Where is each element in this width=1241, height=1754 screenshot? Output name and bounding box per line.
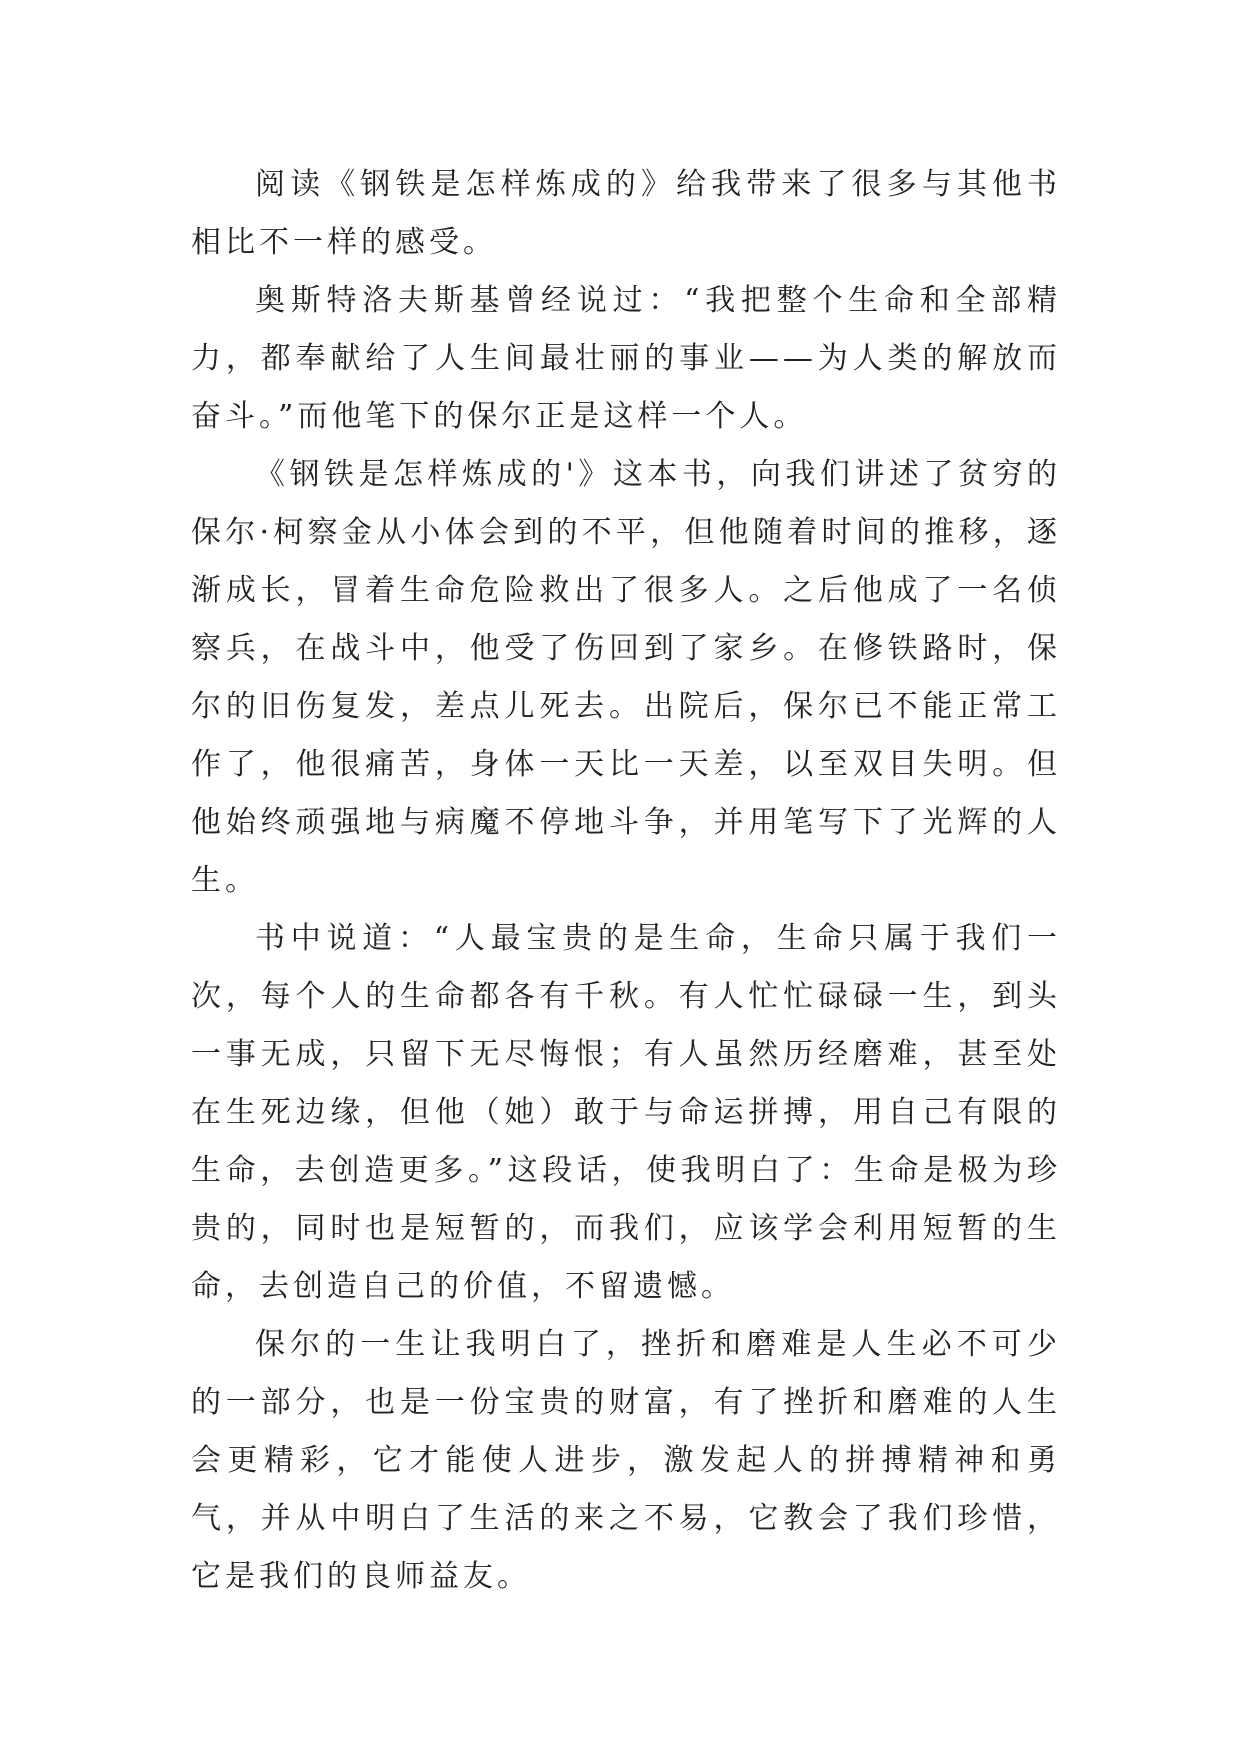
paragraph-intro: 阅读《钢铁是怎样炼成的》给我带来了很多与其他书相比不一样的感受。 [191,167,1061,260]
paragraph-book-quote: 书中说道：“人最宝贵的是生命，生命只属于我们一次，每个人的生命都各有千秋。有人忙忙碌碌一生，到头一事无成，只留下无尽悔恨；有人虽然历经磨难，甚至处在生死边缘，但他（她）敢于与命运拼搏，用自己有限的生命，去创造更多。”这段话，使我明白了：生命是极为珍贵的，同时也是短暂的，而我们，应该学会利用短暂的生命，去创造自己的价值，不留遗憾。 [191,921,1061,1304]
paragraph-conclusion: 保尔的一生让我明白了，挫折和磨难是人生必不可少的一部分，也是一份宝贵的财富，有了挫折和磨难的人生会更精彩，它才能使人进步，激发起人的拼搏精神和勇气，并从中明白了生活的来之不易，它教会了我们珍惜，它是我们的良师益友。 [191,1327,1061,1594]
paragraph-story-summary: 《钢铁是怎样炼成的'》这本书，向我们讲述了贫穷的保尔·柯察金从小体会到的不平，但他随着时间的推移，逐渐成长，冒着生命危险救出了很多人。之后他成了一名侦察兵，在战斗中，他受了伤回到了家乡。在修铁路时，保尔的旧伤复发，差点儿死去。出院后，保尔已不能正常工作了，他很痛苦，身体一天比一天差，以至双目失明。但他始终顽强地与病魔不停地斗争，并用笔写下了光辉的人生。 [191,457,1061,898]
paragraph-quote-ostrovsky: 奥斯特洛夫斯基曾经说过：“我把整个生命和全部精力，都奉献给了人生间最壮丽的事业——为人类的解放而奋斗。”而他笔下的保尔正是这样一个人。 [191,283,1061,434]
essay-body [191,156,1061,1606]
